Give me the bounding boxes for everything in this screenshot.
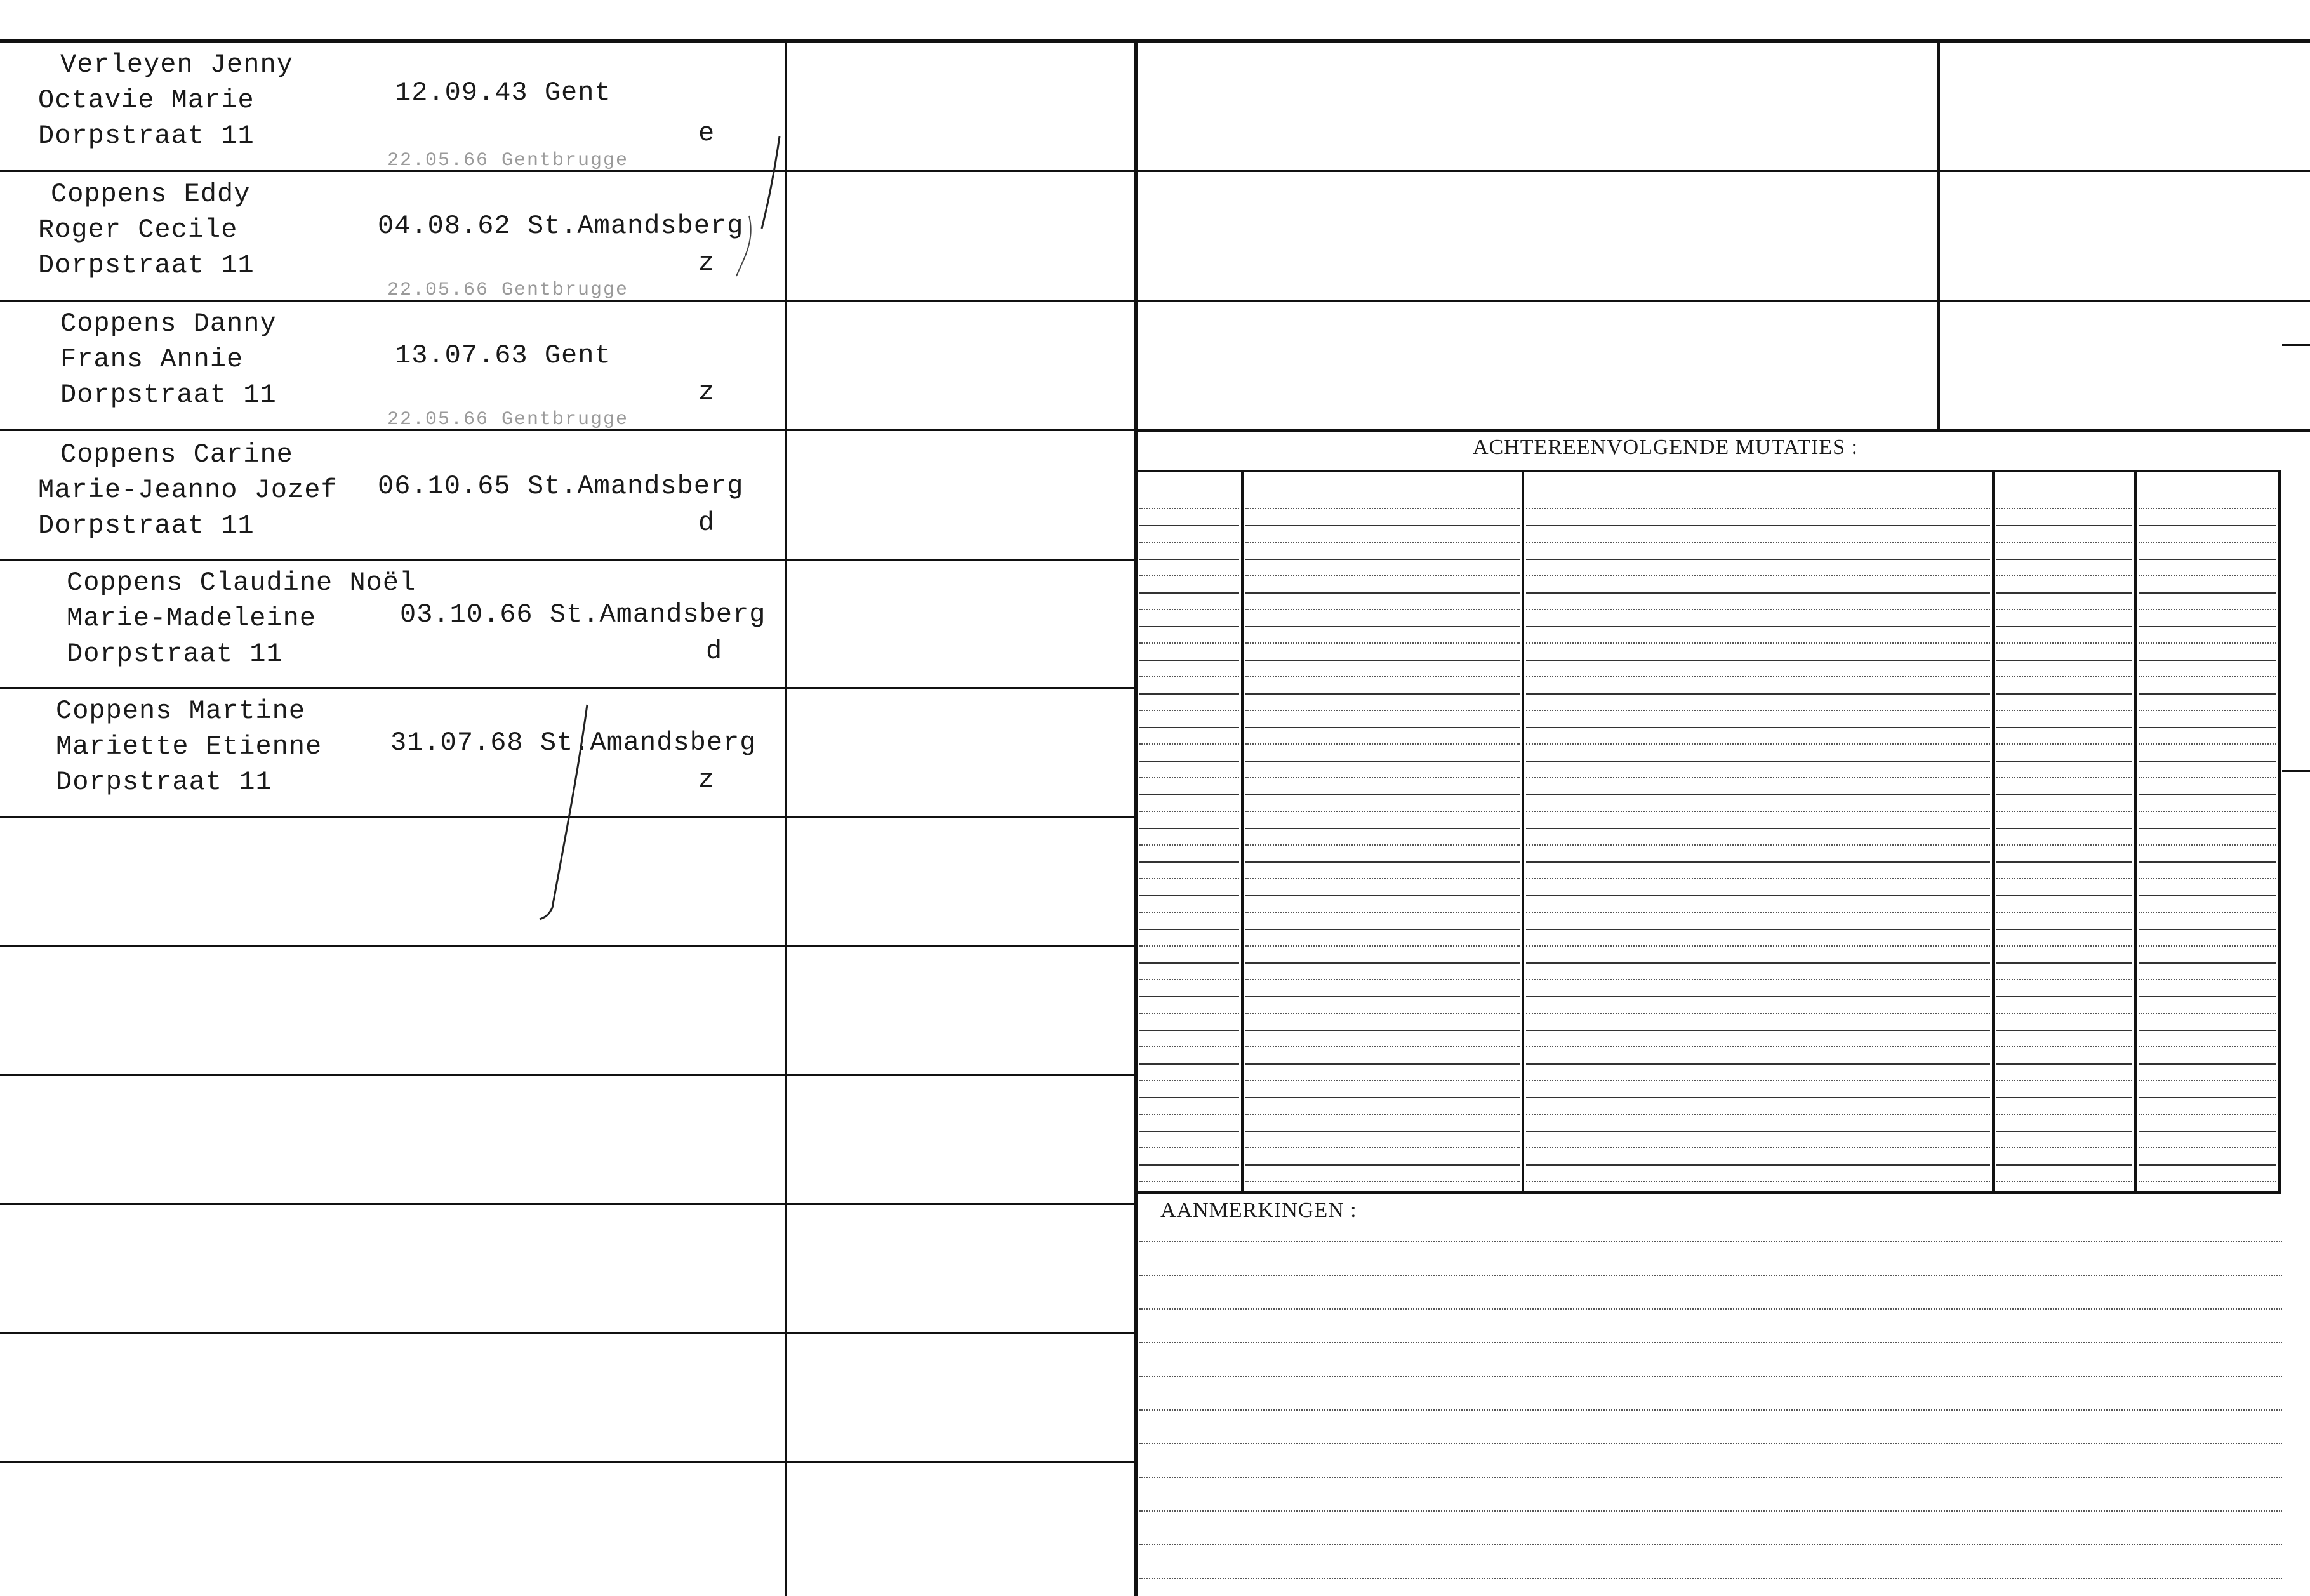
mutation-rule-solid <box>2139 525 2276 526</box>
mutation-rule-solid <box>2139 1030 2276 1031</box>
mutation-rule-solid <box>1245 727 1520 728</box>
mutation-rule-solid <box>1245 660 1520 661</box>
mutation-rule-solid <box>1139 1063 1239 1065</box>
mutation-rule-dotted <box>2139 710 2276 711</box>
mutation-rule-solid <box>2139 1131 2276 1132</box>
mutation-rule-solid <box>1526 1164 1990 1166</box>
mutation-rule-dotted <box>2139 912 2276 913</box>
person-record <box>0 433 785 560</box>
mutation-rule-dotted <box>1996 575 2132 576</box>
mutation-rule-dotted <box>1245 945 1520 947</box>
mutation-rule-dotted <box>1996 642 2132 644</box>
mutation-rule-dotted <box>2139 945 2276 947</box>
mutation-rule-solid <box>1245 592 1520 594</box>
mutation-rule-solid <box>1996 1131 2132 1132</box>
mutation-rule-solid <box>2139 929 2276 930</box>
remark-rule <box>1139 1443 2282 1444</box>
mutation-rule-solid <box>1245 525 1520 526</box>
mutation-rule-dotted <box>1139 542 1239 543</box>
mutation-rule-solid <box>1996 727 2132 728</box>
mutation-rule-solid <box>1139 895 1239 896</box>
mutation-rule-solid <box>1245 1164 1520 1166</box>
mutation-rule-solid <box>1139 794 1239 795</box>
mutation-rule-dotted <box>1526 508 1990 509</box>
mutation-rule-dotted <box>1245 844 1520 846</box>
mutation-rule-dotted <box>1526 710 1990 711</box>
row-separator <box>0 1332 1136 1334</box>
mutation-rule-solid <box>1996 929 2132 930</box>
mutation-rule-solid <box>1526 861 1990 863</box>
person-birth: 03.10.66 St.Amandsberg <box>400 599 766 630</box>
person-address: Dorpstraat 11 <box>38 121 255 151</box>
mutation-rule-solid <box>1526 794 1990 795</box>
mutation-rule-dotted <box>1996 1080 2132 1081</box>
mutation-rule-solid <box>1139 996 1239 997</box>
mutation-rule-dotted <box>1245 710 1520 711</box>
mutation-rule-solid <box>1245 559 1520 560</box>
mutation-rule-solid <box>2139 660 2276 661</box>
upper-right-row <box>1136 170 2310 172</box>
person-record <box>0 302 785 429</box>
person-name-line1: Coppens Claudine Noël <box>67 568 416 598</box>
mutation-rule-solid <box>1526 727 1990 728</box>
person-address: Dorpstraat 11 <box>67 639 283 669</box>
mutation-rule-dotted <box>1245 1013 1520 1014</box>
mutation-rule-solid <box>1526 929 1990 930</box>
person-birth: 04.08.62 St.Amandsberg <box>378 211 744 241</box>
remark-rule <box>1139 1241 2282 1242</box>
person-code: d <box>698 508 715 538</box>
mutation-rule-solid <box>1526 559 1990 560</box>
mutation-rule-dotted <box>2139 878 2276 879</box>
mutation-rule-dotted <box>2139 1013 2276 1014</box>
mutation-rule-dotted <box>1139 1114 1239 1115</box>
mutation-rule-solid <box>1526 996 1990 997</box>
mutation-rule-dotted <box>2139 1147 2276 1148</box>
mutation-rule-dotted <box>1996 1181 2132 1182</box>
person-name-line1: Coppens Carine <box>60 439 293 470</box>
mutation-rule-solid <box>2139 626 2276 627</box>
mutations-col-divider <box>1992 471 1995 1191</box>
person-address: Dorpstraat 11 <box>38 250 255 281</box>
mutation-rule-solid <box>1996 962 2132 964</box>
mutation-rule-dotted <box>1996 1013 2132 1014</box>
mutation-rule-solid <box>1996 559 2132 560</box>
mutations-title: ACHTEREENVOLGENDE MUTATIES : <box>1473 436 1858 459</box>
mutation-rule-dotted <box>1996 542 2132 543</box>
mutation-rule-solid <box>1996 660 2132 661</box>
mutation-rule-solid <box>1139 592 1239 594</box>
mutation-rule-solid <box>1526 962 1990 964</box>
mutation-rule-dotted <box>1245 878 1520 879</box>
mutations-right-border <box>2278 471 2281 1191</box>
mutation-rule-solid <box>2139 727 2276 728</box>
mutation-rule-dotted <box>1245 575 1520 576</box>
mutation-rule-dotted <box>1526 1181 1990 1182</box>
upper-right-divider <box>1937 39 1940 430</box>
mutation-rule-dotted <box>1526 1046 1990 1047</box>
mutation-rule-solid <box>1996 525 2132 526</box>
mutation-rule-dotted <box>1526 878 1990 879</box>
mutation-rule-solid <box>1139 1164 1239 1166</box>
mutation-rule-dotted <box>1139 743 1239 745</box>
mutation-rule-dotted <box>2139 642 2276 644</box>
person-code: e <box>698 118 715 149</box>
mutation-rule-dotted <box>1245 811 1520 812</box>
person-birth: 13.07.63 Gent <box>395 340 611 371</box>
mutation-rule-dotted <box>1139 912 1239 913</box>
mutation-rule-dotted <box>1996 844 2132 846</box>
mutation-rule-solid <box>1245 1063 1520 1065</box>
mutation-rule-solid <box>1996 794 2132 795</box>
mutations-col-divider <box>1522 471 1524 1191</box>
mutation-rule-solid <box>1245 962 1520 964</box>
mutation-rule-solid <box>1139 525 1239 526</box>
mutation-rule-dotted <box>2139 1080 2276 1081</box>
mutation-rule-solid <box>2139 1164 2276 1166</box>
mutation-rule-dotted <box>1526 979 1990 980</box>
mutation-rule-solid <box>1996 1063 2132 1065</box>
mutation-rule-solid <box>1245 1097 1520 1098</box>
mutation-rule-dotted <box>1139 642 1239 644</box>
mutation-rule-solid <box>2139 996 2276 997</box>
handwritten-check-mark <box>724 133 787 279</box>
person-name-line2: Marie-Jeanno Jozef <box>38 475 338 505</box>
mutation-rule-solid <box>2139 592 2276 594</box>
mutation-rule-dotted <box>1526 945 1990 947</box>
mutation-rule-dotted <box>1996 777 2132 778</box>
mutation-rule-solid <box>1139 861 1239 863</box>
mutation-rule-solid <box>1526 693 1990 695</box>
mutation-rule-dotted <box>1139 1147 1239 1148</box>
person-code: d <box>706 636 723 667</box>
person-address: Dorpstraat 11 <box>60 380 277 410</box>
mutation-rule-dotted <box>2139 609 2276 610</box>
person-name-line1: Coppens Martine <box>56 696 306 726</box>
mutation-rule-dotted <box>1139 945 1239 947</box>
mutation-rule-solid <box>1245 626 1520 627</box>
mutation-rule-dotted <box>1526 642 1990 644</box>
mutation-rule-solid <box>1526 592 1990 594</box>
remark-rule <box>1139 1578 2282 1579</box>
mutation-rule-dotted <box>1245 1181 1520 1182</box>
mutation-rule-dotted <box>1245 508 1520 509</box>
person-record <box>0 689 785 816</box>
mutation-rule-solid <box>1996 828 2132 829</box>
mutation-rule-solid <box>1526 1063 1990 1065</box>
mutation-rule-solid <box>1996 693 2132 695</box>
mutation-rule-dotted <box>1139 979 1239 980</box>
mutation-rule-dotted <box>1245 1046 1520 1047</box>
mutation-rule-dotted <box>1139 878 1239 879</box>
mutation-rule-dotted <box>1996 609 2132 610</box>
mutation-rule-solid <box>2139 559 2276 560</box>
remark-rule <box>1139 1409 2282 1411</box>
remark-rule <box>1139 1544 2282 1545</box>
mutation-rule-solid <box>1245 693 1520 695</box>
person-address: Dorpstraat 11 <box>56 767 272 797</box>
mutation-rule-solid <box>1245 929 1520 930</box>
mutation-rule-solid <box>2139 761 2276 762</box>
mutation-rule-solid <box>1526 626 1990 627</box>
mutation-rule-dotted <box>1139 676 1239 677</box>
mutation-rule-solid <box>2139 962 2276 964</box>
mutation-rule-solid <box>2139 1063 2276 1065</box>
remark-rule <box>1139 1376 2282 1377</box>
mutation-rule-solid <box>1526 761 1990 762</box>
mutation-rule-dotted <box>1245 542 1520 543</box>
person-birth: 12.09.43 Gent <box>395 77 611 108</box>
mutation-rule-dotted <box>1245 642 1520 644</box>
mutation-rule-dotted <box>1245 1114 1520 1115</box>
mutation-rule-dotted <box>1996 912 2132 913</box>
mutation-rule-dotted <box>1139 777 1239 778</box>
mutations-col-divider <box>1241 471 1244 1191</box>
mutation-rule-dotted <box>2139 1181 2276 1182</box>
person-record <box>0 43 785 170</box>
mutation-rule-solid <box>1526 660 1990 661</box>
mutation-rule-dotted <box>1526 811 1990 812</box>
mutation-rule-dotted <box>1996 1046 2132 1047</box>
mutation-rule-dotted <box>2139 1114 2276 1115</box>
mutation-rule-solid <box>2139 895 2276 896</box>
mutation-rule-solid <box>1526 895 1990 896</box>
mutation-rule-dotted <box>1526 1114 1990 1115</box>
mutation-rule-dotted <box>1526 609 1990 610</box>
person-name-line2: Mariette Etienne <box>56 731 322 762</box>
mutation-rule-solid <box>1139 828 1239 829</box>
mutation-rule-solid <box>1139 761 1239 762</box>
mutation-rule-dotted <box>1139 1046 1239 1047</box>
mutation-rule-dotted <box>1526 1147 1990 1148</box>
mutations-header-line <box>1136 470 2281 472</box>
mutation-rule-dotted <box>1526 575 1990 576</box>
mutation-rule-dotted <box>2139 844 2276 846</box>
mutation-rule-dotted <box>1139 1013 1239 1014</box>
mutation-rule-solid <box>2139 693 2276 695</box>
row-separator <box>0 1074 1136 1076</box>
mutation-rule-dotted <box>1526 912 1990 913</box>
mutation-rule-dotted <box>1245 1080 1520 1081</box>
mutation-rule-dotted <box>1245 912 1520 913</box>
person-name-line2: Marie-Madeleine <box>67 603 317 634</box>
mutation-rule-solid <box>1139 1030 1239 1031</box>
mutation-rule-dotted <box>2139 575 2276 576</box>
mutation-rule-dotted <box>1245 979 1520 980</box>
mutation-rule-dotted <box>1526 1013 1990 1014</box>
person-name-line1: Coppens Eddy <box>51 179 251 209</box>
middle-column-divider <box>1134 39 1138 1596</box>
mutation-rule-solid <box>1245 1131 1520 1132</box>
mutation-rule-solid <box>1996 895 2132 896</box>
mutation-rule-dotted <box>2139 743 2276 745</box>
person-name-line1: Coppens Danny <box>60 309 277 339</box>
mutation-rule-solid <box>1245 761 1520 762</box>
person-name-line1: Verleyen Jenny <box>60 50 293 80</box>
mutation-rule-solid <box>1139 660 1239 661</box>
mutation-rule-solid <box>1245 895 1520 896</box>
mutation-rule-solid <box>1526 525 1990 526</box>
mutation-rule-dotted <box>1996 743 2132 745</box>
mutation-rule-solid <box>1996 1164 2132 1166</box>
mutation-rule-solid <box>1139 559 1239 560</box>
remark-rule <box>1139 1308 2282 1310</box>
mutation-rule-dotted <box>1139 1181 1239 1182</box>
mutation-rule-solid <box>1139 727 1239 728</box>
person-name-line2: Frans Annie <box>60 344 244 375</box>
person-name-line2: Roger Cecile <box>38 215 238 245</box>
mutation-rule-dotted <box>1526 743 1990 745</box>
remark-rule <box>1139 1510 2282 1512</box>
mutation-rule-dotted <box>2139 1046 2276 1047</box>
remark-rule <box>1139 1342 2282 1343</box>
person-name-line2: Octavie Marie <box>38 85 255 116</box>
faded-stamp: 22.05.66 Gentbrugge <box>387 279 629 301</box>
mutation-rule-solid <box>1139 693 1239 695</box>
mutation-rule-dotted <box>1996 710 2132 711</box>
mutations-col-divider <box>2134 471 2137 1191</box>
mutation-rule-solid <box>1526 1030 1990 1031</box>
mutation-rule-solid <box>1996 626 2132 627</box>
mutation-rule-solid <box>1245 828 1520 829</box>
mutation-rule-solid <box>1996 592 2132 594</box>
mutation-rule-dotted <box>2139 542 2276 543</box>
mutation-rule-dotted <box>1139 609 1239 610</box>
mutation-rule-dotted <box>2139 777 2276 778</box>
mutation-rule-dotted <box>2139 508 2276 509</box>
mutations-bottom-border <box>1136 1191 2281 1194</box>
person-record <box>0 173 785 300</box>
row-separator <box>0 1461 1136 1463</box>
mutation-rule-dotted <box>1996 945 2132 947</box>
mutation-rule-dotted <box>2139 979 2276 980</box>
mutation-rule-dotted <box>1139 811 1239 812</box>
mutation-rule-solid <box>2139 794 2276 795</box>
mutation-rule-solid <box>1139 626 1239 627</box>
mutation-rule-solid <box>1996 861 2132 863</box>
mutation-rule-solid <box>1139 962 1239 964</box>
mutation-rule-solid <box>1526 1131 1990 1132</box>
mutation-rule-dotted <box>2139 676 2276 677</box>
mutation-rule-dotted <box>1245 1147 1520 1148</box>
mutation-rule-dotted <box>1996 508 2132 509</box>
row-separator <box>0 945 1136 947</box>
mutation-rule-solid <box>1139 1131 1239 1132</box>
mutation-rule-solid <box>1526 1097 1990 1098</box>
person-birth: 06.10.65 St.Amandsberg <box>378 471 744 502</box>
remark-rule <box>1139 1275 2282 1276</box>
mutation-rule-dotted <box>1996 811 2132 812</box>
person-code: z <box>698 377 715 408</box>
remark-rule <box>1139 1477 2282 1478</box>
mutation-rule-dotted <box>1526 1080 1990 1081</box>
edge-tick <box>2282 344 2310 346</box>
mutation-rule-dotted <box>1245 609 1520 610</box>
mutation-rule-dotted <box>1245 777 1520 778</box>
mutation-rule-dotted <box>1139 1080 1239 1081</box>
mutation-rule-dotted <box>1245 676 1520 677</box>
mutation-rule-solid <box>1245 1030 1520 1031</box>
mutation-rule-solid <box>1245 861 1520 863</box>
mutation-rule-dotted <box>1996 979 2132 980</box>
person-address: Dorpstraat 11 <box>38 510 255 541</box>
person-record <box>0 561 785 688</box>
faded-stamp: 22.05.66 Gentbrugge <box>387 150 629 171</box>
mutation-rule-dotted <box>2139 811 2276 812</box>
person-birth: 31.07.68 St.Amandsberg <box>390 728 757 758</box>
section-top-border <box>1136 429 2310 432</box>
person-code: z <box>698 248 715 278</box>
mutation-rule-dotted <box>1526 844 1990 846</box>
edge-tick <box>2282 770 2310 772</box>
mutation-rule-dotted <box>1139 844 1239 846</box>
mutation-rule-dotted <box>1245 743 1520 745</box>
mutation-rule-solid <box>2139 1097 2276 1098</box>
handwritten-check-mark <box>527 698 597 921</box>
mutation-rule-solid <box>1245 996 1520 997</box>
mutation-rule-dotted <box>1526 676 1990 677</box>
mutation-rule-solid <box>1139 1097 1239 1098</box>
mutation-rule-solid <box>1245 794 1520 795</box>
person-code: z <box>698 764 715 795</box>
mutation-rule-solid <box>1139 929 1239 930</box>
mutation-rule-dotted <box>1526 777 1990 778</box>
row-separator <box>0 1203 1136 1205</box>
mutation-rule-solid <box>1996 761 2132 762</box>
mutation-rule-dotted <box>1996 1114 2132 1115</box>
mutation-rule-solid <box>1996 996 2132 997</box>
remarks-title: AANMERKINGEN : <box>1160 1199 1357 1222</box>
upper-right-row <box>1136 300 2310 302</box>
mutation-rule-dotted <box>1139 710 1239 711</box>
mutation-rule-dotted <box>1996 676 2132 677</box>
faded-stamp: 22.05.66 Gentbrugge <box>387 409 629 430</box>
mutation-rule-solid <box>1996 1097 2132 1098</box>
mutation-rule-solid <box>1526 828 1990 829</box>
mutation-rule-dotted <box>1996 1147 2132 1148</box>
mutation-rule-dotted <box>1139 575 1239 576</box>
mutation-rule-solid <box>2139 828 2276 829</box>
mutation-rule-dotted <box>1139 508 1239 509</box>
mutation-rule-dotted <box>1996 878 2132 879</box>
mutation-rule-dotted <box>1526 542 1990 543</box>
mutation-rule-solid <box>1996 1030 2132 1031</box>
mutation-rule-solid <box>2139 861 2276 863</box>
